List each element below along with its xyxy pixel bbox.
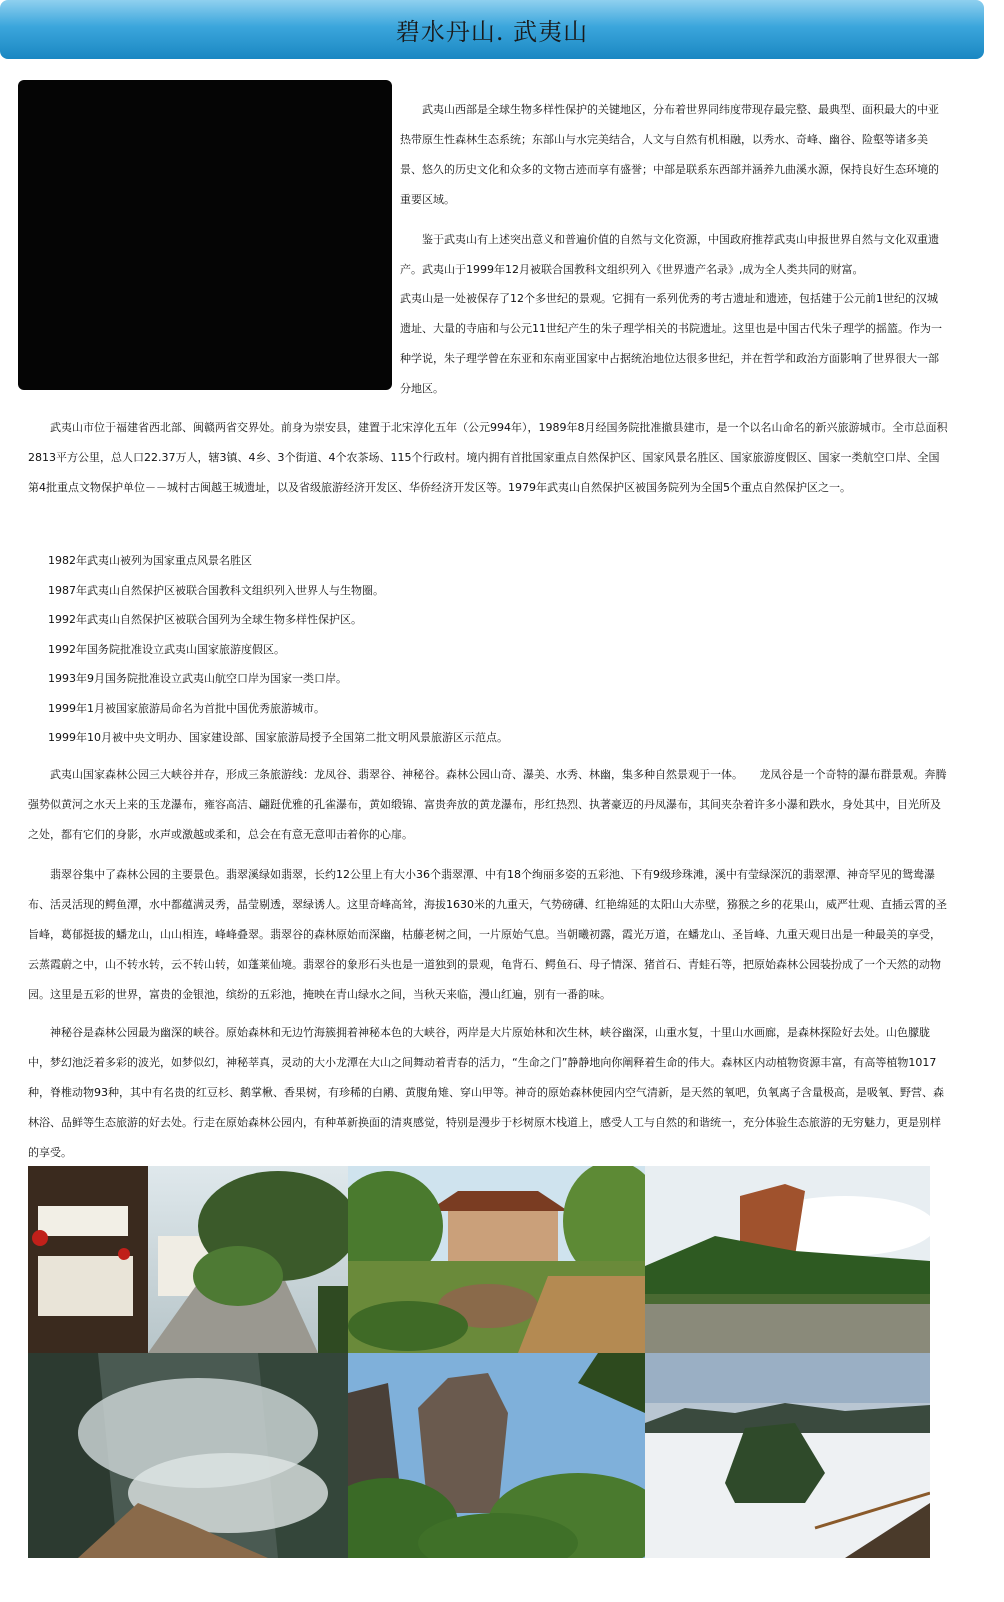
- city-paragraph: 武夷山市位于福建省西北部、闽赣两省交界处。前身为崇安县，建置于北宋淳化五年（公元994年），1989年8月经国务院批准撤县建市，是一个以名山命名的新兴旅游城市。全市总面积2813平方公里，总人口22.37万人，辖3镇、4乡、3个街道、4个农茶场、115个行政村。境内拥有首批国家重点自然保护区、国家风景名胜区、国家旅游度假区、国家一类航空口岸、全国第4批重点文物保护单位－－城村古闽越王城遗址，以及省级旅游经济开发区、华侨经济开发区等。1979年武夷山自然保护区被国务院列为全国5个重点自然保护区之一。: [28, 421, 948, 494]
- timeline-item: 1987年武夷山自然保护区被联合国教科文组织列入世界人与生物圈。: [48, 583, 384, 597]
- timeline-item: 1982年武夷山被列为国家重点风景名胜区: [48, 554, 252, 567]
- timeline-item: 1993年9月国务院批准设立武夷山航空口岸为国家一类口岸。: [48, 672, 347, 685]
- intro-paragraph-2: 鉴于武夷山有上述突出意义和普遍价值的自然与文化资源，中国政府推荐武夷山申报世界自然与文化双重遗产。武夷山于1999年12月被联合国教科文组织列入《世界遗产名录》,成为全人类共同的财富。: [400, 233, 939, 276]
- timeline-item: 1999年10月被中央文明办、国家建设部、国家旅游局授予全国第二批文明风景旅游区示范点。: [48, 731, 508, 744]
- forest-park-paragraph: 武夷山国家森林公园三大峡谷并存，形成三条旅游线：龙凤谷、翡翠谷、神秘谷。森林公园山奇、瀑美、水秀、林幽，集多种自然景观于一体。 龙凤谷是一个奇特的瀑布群景观。奔腾强势似黄河之水天上来的玉龙瀑布，雍容高洁、翩跹优雅的孔雀瀑布，黄如缎锦、富贵奔放的黄龙瀑布，彤红热烈、执著豪迈的丹凤瀑布，其间夹杂着许多小瀑和跌水，身处其中，目光所及之处，都有它们的身影，水声或激越或柔和，总会在有意无意叩击着你的心扉。: [28, 768, 947, 841]
- intro-paragraph-3: 武夷山是一处被保存了12个多世纪的景观。它拥有一系列优秀的考古遗址和遗迹，包括建于公元前1世纪的汉城遗址、大量的寺庙和与公元11世纪产生的朱子理学相关的书院遗址。这里也是中国古代朱子理学的摇篮。作为一种学说，朱子理学曾在东亚和东南亚国家中占据统治地位达很多世纪，并在哲学和政治方面影响了世界很大一部分地区。: [400, 292, 942, 395]
- page-title: 碧水丹山. 武夷山: [395, 18, 589, 46]
- timeline-item: 1992年武夷山自然保护区被联合国列为全球生物多样性保护区。: [48, 613, 362, 626]
- photo-misty-gorge: [28, 1353, 348, 1558]
- photo-rock-peak: [348, 1353, 645, 1558]
- photo-mountain-river: [645, 1166, 930, 1353]
- video-player[interactable]: [18, 80, 392, 390]
- timeline-item: 1992年国务院批准设立武夷山国家旅游度假区。: [48, 642, 285, 656]
- timeline-item: 1999年1月被国家旅游局命名为首批中国优秀旅游城市。: [48, 701, 325, 715]
- timeline-list: [48, 546, 508, 753]
- photo-temple-garden: [348, 1166, 645, 1353]
- mystery-valley-paragraph: 神秘谷是森林公园最为幽深的峡谷。原始森林和无边竹海簇拥着神秘本色的大峡谷，两岸是大片原始林和次生林，峡谷幽深，山重水复，十里山水画廊，是森林探险好去处。山色朦胧中，梦幻池泛着多彩的波光，如梦似幻，神秘莘真，灵动的大小龙潭在大山之间舞动着青春的活力，“生命之门”静静地向你阐释着生命的伟大。森林区内动植物资源丰富，有高等植物1017种，脊椎动物93种，其中有名贵的红豆杉、鹅掌楸、香果树，有珍稀的白鹇、黄腹角雉、穿山甲等。神奇的原始森林使园内空气清新，是天然的氧吧，负氧离子含量极高，是吸氧、野营、森林浴、品鲜等生态旅游的好去处。行走在原始森林公园内，有种革新换面的清爽感觉，特别是漫步于杉树原木栈道上，感受人工与自然的和谐统一，充分体验生态旅游的无穷魅力，更是别样的享受。: [28, 1026, 944, 1159]
- title-bar: [0, 0, 984, 59]
- intro-paragraph-1: 武夷山西部是全球生物多样性保护的关键地区，分布着世界同纬度带现存最完整、最典型、面积最大的中亚热带原生性森林生态系统；东部山与水完美结合，人文与自然有机相融，以秀水、奇峰、幽谷、险壑等诸多美景、悠久的历史文化和众多的文物古迹而享有盛誉；中部是联系东西部并涵养九曲溪水源，保持良好生态环境的重要区域。: [400, 103, 939, 206]
- photo-old-street: [28, 1166, 348, 1353]
- photo-sea-of-clouds: [645, 1353, 930, 1558]
- jade-valley-paragraph: 翡翠谷集中了森林公园的主要景色。翡翠溪绿如翡翠，长约12公里上有大小36个翡翠潭、中有18个绚丽多姿的五彩池、下有9级珍珠滩，溪中有莹绿深沉的翡翠潭、神奇罕见的鸳鸯瀑布、活灵活现的鳄鱼潭，水中都蕴满灵秀，晶莹剔透，翠绿诱人。这里奇峰高耸，海拔1630米的九重天，气势磅礴、红艳绵延的太阳山大赤壁，猕猴之乡的花果山，威严壮观、直插云霄的圣旨峰，葛郁挺拔的蟠龙山，山山相连，峰峰叠翠。翡翠谷的森林原始而深幽，枯藤老树之间，一片原始气息。当朝曦初露，霞光万道，在蟠龙山、圣旨峰、九重天观日出是一种最美的享受，云蒸霞蔚之中，山不转水转，云不转山转，如蓬莱仙境。翡翠谷的象形石头也是一道独到的景观，龟背石、鳄鱼石、母子情深、猪首石、青蛙石等，把原始森林公园装扮成了一个天然的动物园。这里是五彩的世界，富贵的金银池，缤纷的五彩池，掩映在青山绿水之间，当秋天来临，漫山红遍，别有一番韵味。: [28, 868, 947, 1001]
- photo-gallery: [28, 1166, 930, 1558]
